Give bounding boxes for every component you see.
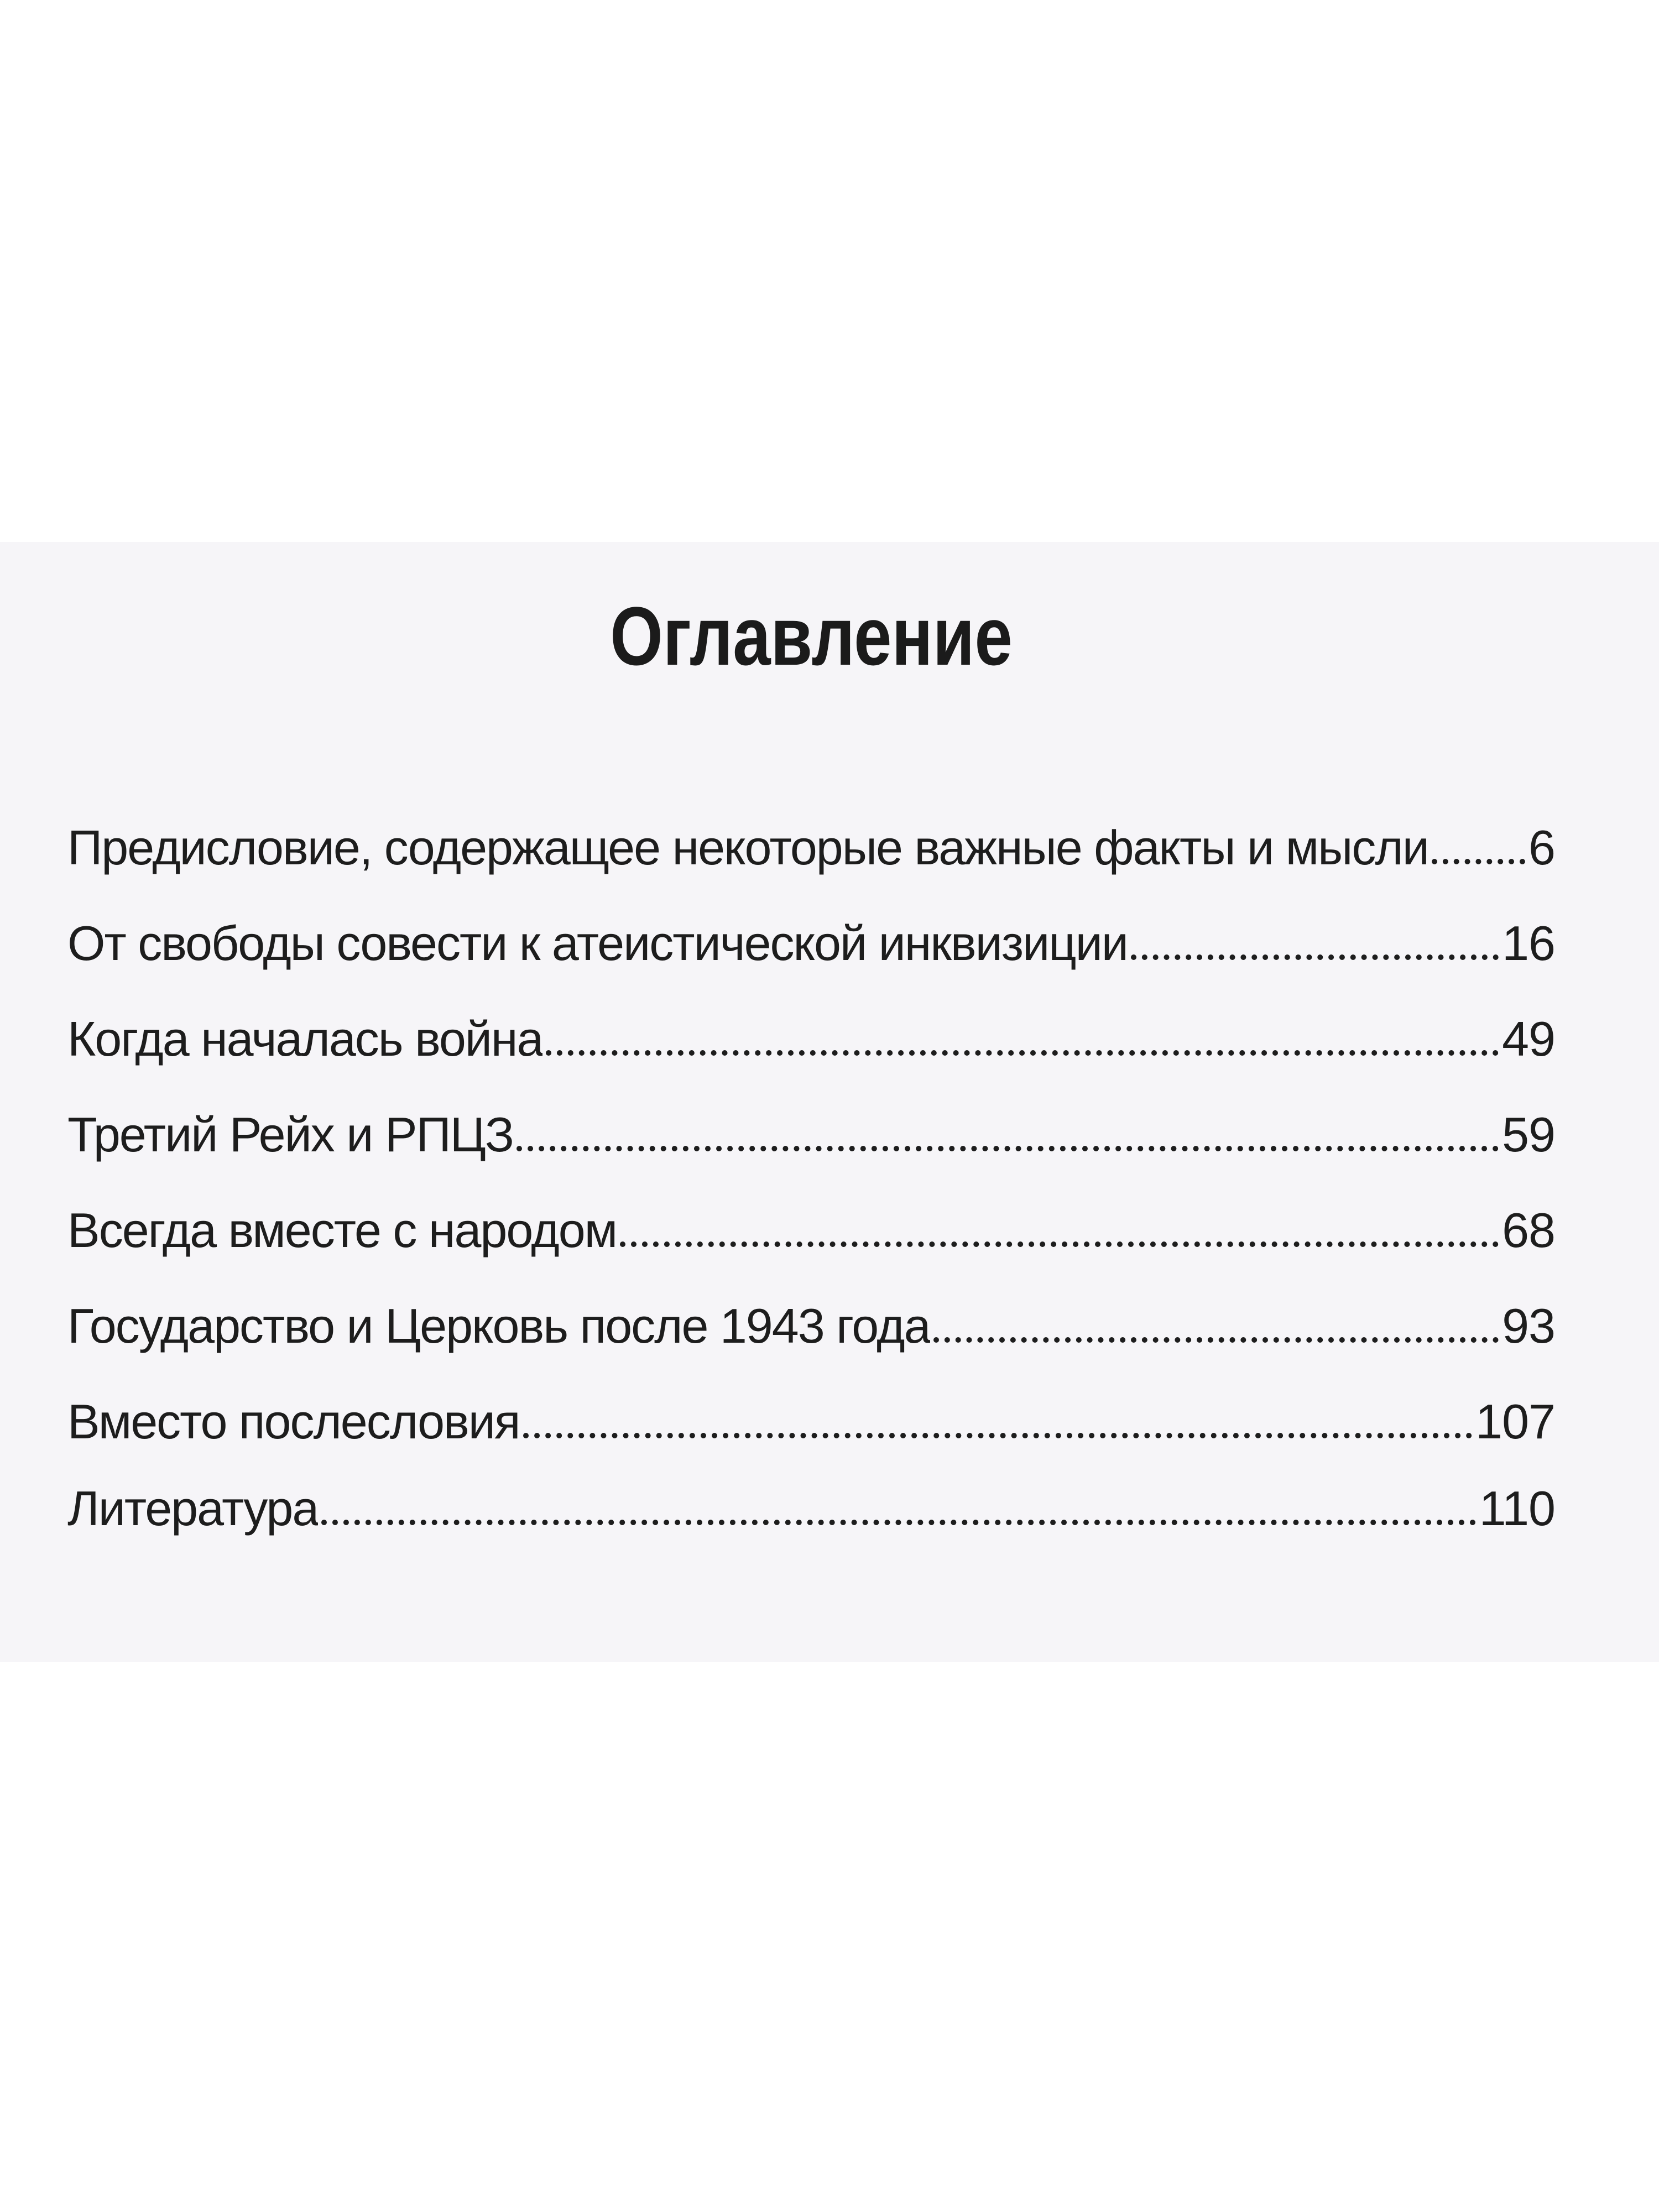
toc-entry-title: Литература bbox=[67, 1481, 319, 1536]
toc-entry-title: От свободы совести к атеистической инквизиции bbox=[67, 916, 1128, 971]
dot-leader bbox=[523, 1416, 1473, 1438]
toc-entry-title: Предисловие, содержащее некоторые важные факты и мысли bbox=[67, 820, 1428, 875]
toc-entry-page: 6 bbox=[1528, 820, 1555, 875]
toc-entry-page: 59 bbox=[1502, 1107, 1555, 1162]
dot-leader bbox=[933, 1321, 1499, 1343]
toc-entry bbox=[67, 1297, 1555, 1355]
toc-entry bbox=[67, 1010, 1555, 1068]
toc-entry-title: Когда началась война bbox=[67, 1011, 543, 1066]
table-of-contents bbox=[67, 586, 1555, 1637]
toc-entry bbox=[67, 818, 1555, 877]
dot-leader bbox=[321, 1503, 1475, 1525]
toc-entry-page: 68 bbox=[1502, 1203, 1555, 1258]
toc-entry-title: Третий Рейх и РПЦЗ bbox=[67, 1107, 514, 1162]
toc-entry bbox=[67, 1392, 1555, 1451]
toc-entry bbox=[67, 1479, 1555, 1537]
toc-entry bbox=[67, 1201, 1555, 1259]
toc-entry-page: 107 bbox=[1475, 1394, 1555, 1449]
toc-entry bbox=[67, 914, 1555, 972]
toc-entry-page: 16 bbox=[1502, 916, 1555, 971]
dot-leader bbox=[1131, 938, 1499, 960]
toc-list bbox=[67, 818, 1555, 1566]
toc-entry-page: 49 bbox=[1502, 1011, 1555, 1066]
dot-leader bbox=[517, 1129, 1499, 1151]
toc-entry-title: Всегда вместе с народом bbox=[67, 1203, 617, 1258]
toc-entry-page: 93 bbox=[1502, 1298, 1555, 1353]
dot-leader bbox=[1432, 842, 1525, 864]
toc-entry-title: Вместо послесловия bbox=[67, 1394, 520, 1449]
toc-entry-title: Государство и Церковь после 1943 года bbox=[67, 1298, 930, 1353]
toc-entry bbox=[67, 1105, 1555, 1164]
toc-entry-page: 110 bbox=[1479, 1481, 1555, 1536]
dot-leader bbox=[620, 1225, 1499, 1247]
dot-leader bbox=[546, 1034, 1499, 1056]
toc-heading: Оглавление bbox=[610, 589, 1013, 682]
